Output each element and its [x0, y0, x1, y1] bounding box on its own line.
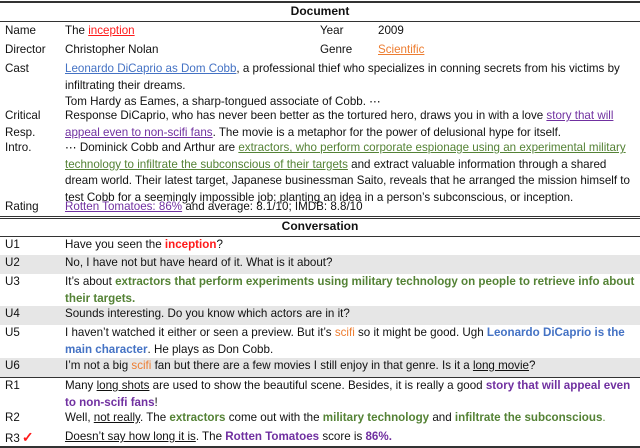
response-label: R2 [5, 411, 20, 424]
turn-u6 [0, 358, 640, 377]
document-heading: Document [290, 4, 350, 18]
name-label: Name [5, 24, 36, 37]
turn-text: so it might be good. Ugh [354, 326, 487, 339]
response-text: ! [154, 395, 158, 409]
highlight-title: inception [164, 238, 217, 251]
response-text: . The [195, 430, 226, 443]
turn-text: fan but there are a few movies I still enjoy in that genre. Is it a [151, 359, 473, 372]
response-text: Many [65, 379, 97, 392]
intro-post: and extract valuable information through a shared dream world. Their latest target, Japanese businessman Saito, reveals that he arranged the mission himself to test Cobb for a seemingly impossible job: planting an idea in a person’s subconscious, or inception. [65, 157, 630, 204]
rating-label: Rating [5, 200, 39, 213]
turn-text: It’s about [65, 275, 116, 288]
highlight-intro: infiltrate the subconscious [454, 411, 603, 424]
conversation-heading: Conversation [281, 219, 359, 233]
turn-text: ? [216, 238, 223, 251]
response-label: R1 [5, 379, 20, 392]
turn-u4 [0, 306, 640, 325]
critical-post: . The movie is a metaphor for the power of delusional hype for itself. [212, 125, 562, 139]
response-r3 [0, 429, 640, 447]
turn-text: ? [529, 359, 536, 372]
double-rule [0, 216, 640, 217]
underlined-phrase: long shots [96, 379, 150, 392]
highlight-intro: extractors that perform experiments using military technology on people to retrieve info about their targets. [65, 275, 635, 305]
underlined-phrase: Doesn’t say how long it is [65, 430, 196, 443]
turn-label: U3 [5, 275, 20, 288]
highlight-rating: 86%. [365, 430, 392, 443]
cast-line2: Tom Hardy as Eames, a sharp-tongued associate of Cobb. ⋯ [65, 95, 381, 108]
turn-label: U2 [5, 256, 20, 269]
genre-link[interactable]: Scientific [378, 43, 425, 56]
response-r2 [0, 410, 640, 429]
rating-link[interactable]: Rotten Tomatoes: 86% [65, 200, 183, 213]
name-link[interactable]: inception [88, 24, 135, 37]
highlight-rating: Rotten Tomatoes [225, 430, 320, 443]
intro-pre: ⋯ Dominick Cobb and Arthur are [65, 141, 239, 154]
turn-text: Have you seen the [65, 238, 165, 251]
intro-label: Intro. [5, 141, 32, 154]
turn-text: No, I have not but have heard of it. What is it about? [65, 256, 333, 269]
response-text: . The [139, 411, 170, 424]
turn-label: U5 [5, 326, 20, 339]
turn-u1 [0, 237, 640, 255]
highlight-genre: scifi [131, 359, 152, 372]
turn-text: . He plays as Don Cobb. [147, 342, 274, 356]
cast-label: Cast [5, 62, 29, 75]
genre-label: Genre [320, 43, 353, 56]
turn-label: U4 [5, 307, 20, 320]
cast-text: , a professional thief who specializes in conning secrets from his victims by infiltrating their dreams. [65, 62, 620, 92]
response-text: . [602, 411, 606, 424]
response-text: are used to show the beautiful scene. Besides, it is really a good [149, 379, 486, 392]
turn-label: U6 [5, 359, 20, 372]
top-rule [0, 1, 640, 3]
year-value: 2009 [378, 24, 404, 37]
response-label: R3 [5, 432, 20, 445]
year-label: Year [320, 24, 344, 37]
highlight-critical: story that will appeal even to non-scifi fans [65, 379, 631, 409]
response-text: and [429, 411, 455, 424]
rating-post: and average: 8.1/10; IMDB: 8.8/10 [182, 200, 363, 213]
turn-text: Sounds interesting. Do you know which actors are in it? [65, 307, 350, 320]
critical-label: Critical [5, 109, 41, 122]
highlight-intro: extractors [169, 411, 226, 424]
turn-label: U1 [5, 238, 20, 251]
critical-pre: Response DiCaprio, who has never been better as the tortured hero, draws you in with a love [65, 109, 547, 122]
response-text: score is [319, 430, 366, 443]
highlight-intro: military technology [322, 411, 430, 424]
response-text: Well, [65, 411, 94, 424]
intro-link[interactable]: extractors, who perform corporate espionage using an experimental military technology to infiltrate the subconscious of their targets [65, 141, 626, 171]
resp-label: Resp. [5, 125, 36, 139]
turn-u2 [0, 255, 640, 274]
response-r1 [0, 378, 640, 410]
underlined-phrase: not really [93, 411, 140, 424]
checkmark-icon: ✓ [21, 429, 34, 445]
highlight-cast: Leonardo DiCaprio is the main character [65, 326, 625, 356]
critical-link[interactable]: story that will appeal even to non-scifi fans [65, 109, 614, 139]
turn-u3 [0, 274, 640, 306]
response-text: come out with the [225, 411, 323, 424]
director-label: Director [5, 43, 46, 56]
turn-text: I’m not a big [65, 359, 132, 372]
director-value: Christopher Nolan [65, 43, 159, 56]
turn-u5 [0, 325, 640, 358]
highlight-genre: scifi [334, 326, 355, 339]
underlined-phrase: long movie [472, 359, 530, 372]
rule [0, 21, 640, 22]
turn-text: I haven’t watched it either or seen a preview. But it’s [65, 326, 335, 339]
cast-link[interactable]: Leonardo DiCaprio as Dom Cobb [65, 62, 237, 75]
name-prefix: The [65, 24, 89, 37]
